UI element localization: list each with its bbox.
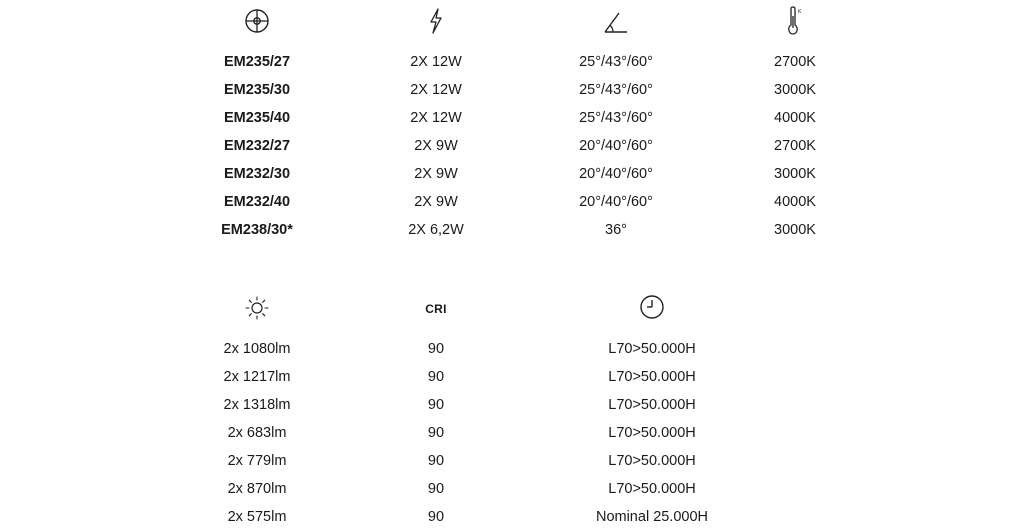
temp-cell: 4000K (774, 194, 816, 210)
angle-cell: 36° (605, 222, 627, 238)
model-cell: EM232/27 (223, 138, 291, 154)
cri-label: CRI (425, 302, 447, 316)
clock-icon (639, 294, 665, 320)
lumen-cell: 2x 1318lm (223, 397, 291, 413)
model-cell: EM235/40 (223, 110, 291, 126)
model-cell: EM232/40 (223, 194, 291, 210)
life-cell: L70>50.000H (608, 369, 696, 385)
angle-cell: 25°/43°/60° (579, 82, 653, 98)
cri-cell: 90 (427, 453, 445, 469)
life-cell: Nominal 25.000H (595, 509, 709, 525)
power-cell: 2X 9W (414, 166, 458, 182)
crosshair-icon (244, 8, 270, 34)
temp-cell: 3000K (774, 222, 816, 238)
lumen-cell: 2x 870lm (227, 481, 287, 497)
temp-cell: 3000K (774, 82, 816, 98)
lumen-cell: 2x 1217lm (223, 369, 291, 385)
angle-cell: 25°/43°/60° (579, 110, 653, 126)
temp-cell: 4000K (774, 110, 816, 126)
cri-cell: 90 (427, 397, 445, 413)
angle-cell: 20°/40°/60° (579, 194, 653, 210)
power-cell: 2X 12W (410, 110, 462, 126)
cri-cell: 90 (427, 509, 445, 525)
lightning-icon (426, 7, 446, 35)
angle-cell: 25°/43°/60° (579, 54, 653, 70)
temp-cell: 3000K (774, 166, 816, 182)
sun-icon (244, 295, 270, 321)
thermometer-icon (785, 6, 805, 36)
model-cell: EM235/27 (223, 54, 291, 70)
life-cell: L70>50.000H (608, 341, 696, 357)
angle-cell: 20°/40°/60° (579, 166, 653, 182)
cri-cell: 90 (427, 369, 445, 385)
cri-cell: 90 (427, 481, 445, 497)
power-cell: 2X 12W (410, 82, 462, 98)
cri-cell: 90 (427, 341, 445, 357)
power-cell: 2X 9W (414, 138, 458, 154)
cri-cell: 90 (427, 425, 445, 441)
lumen-cell: 2x 779lm (227, 453, 287, 469)
life-cell: L70>50.000H (608, 453, 696, 469)
temp-cell: 2700K (774, 138, 816, 154)
svg-text:K: K (798, 9, 802, 15)
lumen-cell: 2x 1080lm (223, 341, 291, 357)
power-cell: 2X 6,2W (408, 222, 464, 238)
temp-cell: 2700K (774, 54, 816, 70)
power-cell: 2X 9W (414, 194, 458, 210)
power-cell: 2X 12W (410, 54, 462, 70)
life-cell: L70>50.000H (608, 397, 696, 413)
angle-cell: 20°/40°/60° (579, 138, 653, 154)
life-cell: L70>50.000H (608, 425, 696, 441)
model-cell: EM232/30 (223, 166, 291, 182)
lumen-cell: 2x 683lm (227, 425, 287, 441)
life-cell: L70>50.000H (608, 481, 696, 497)
model-cell: EM235/30 (223, 82, 291, 98)
angle-icon (602, 9, 630, 35)
lumen-cell: 2x 575lm (227, 509, 287, 525)
model-cell: EM238/30* (221, 222, 293, 238)
